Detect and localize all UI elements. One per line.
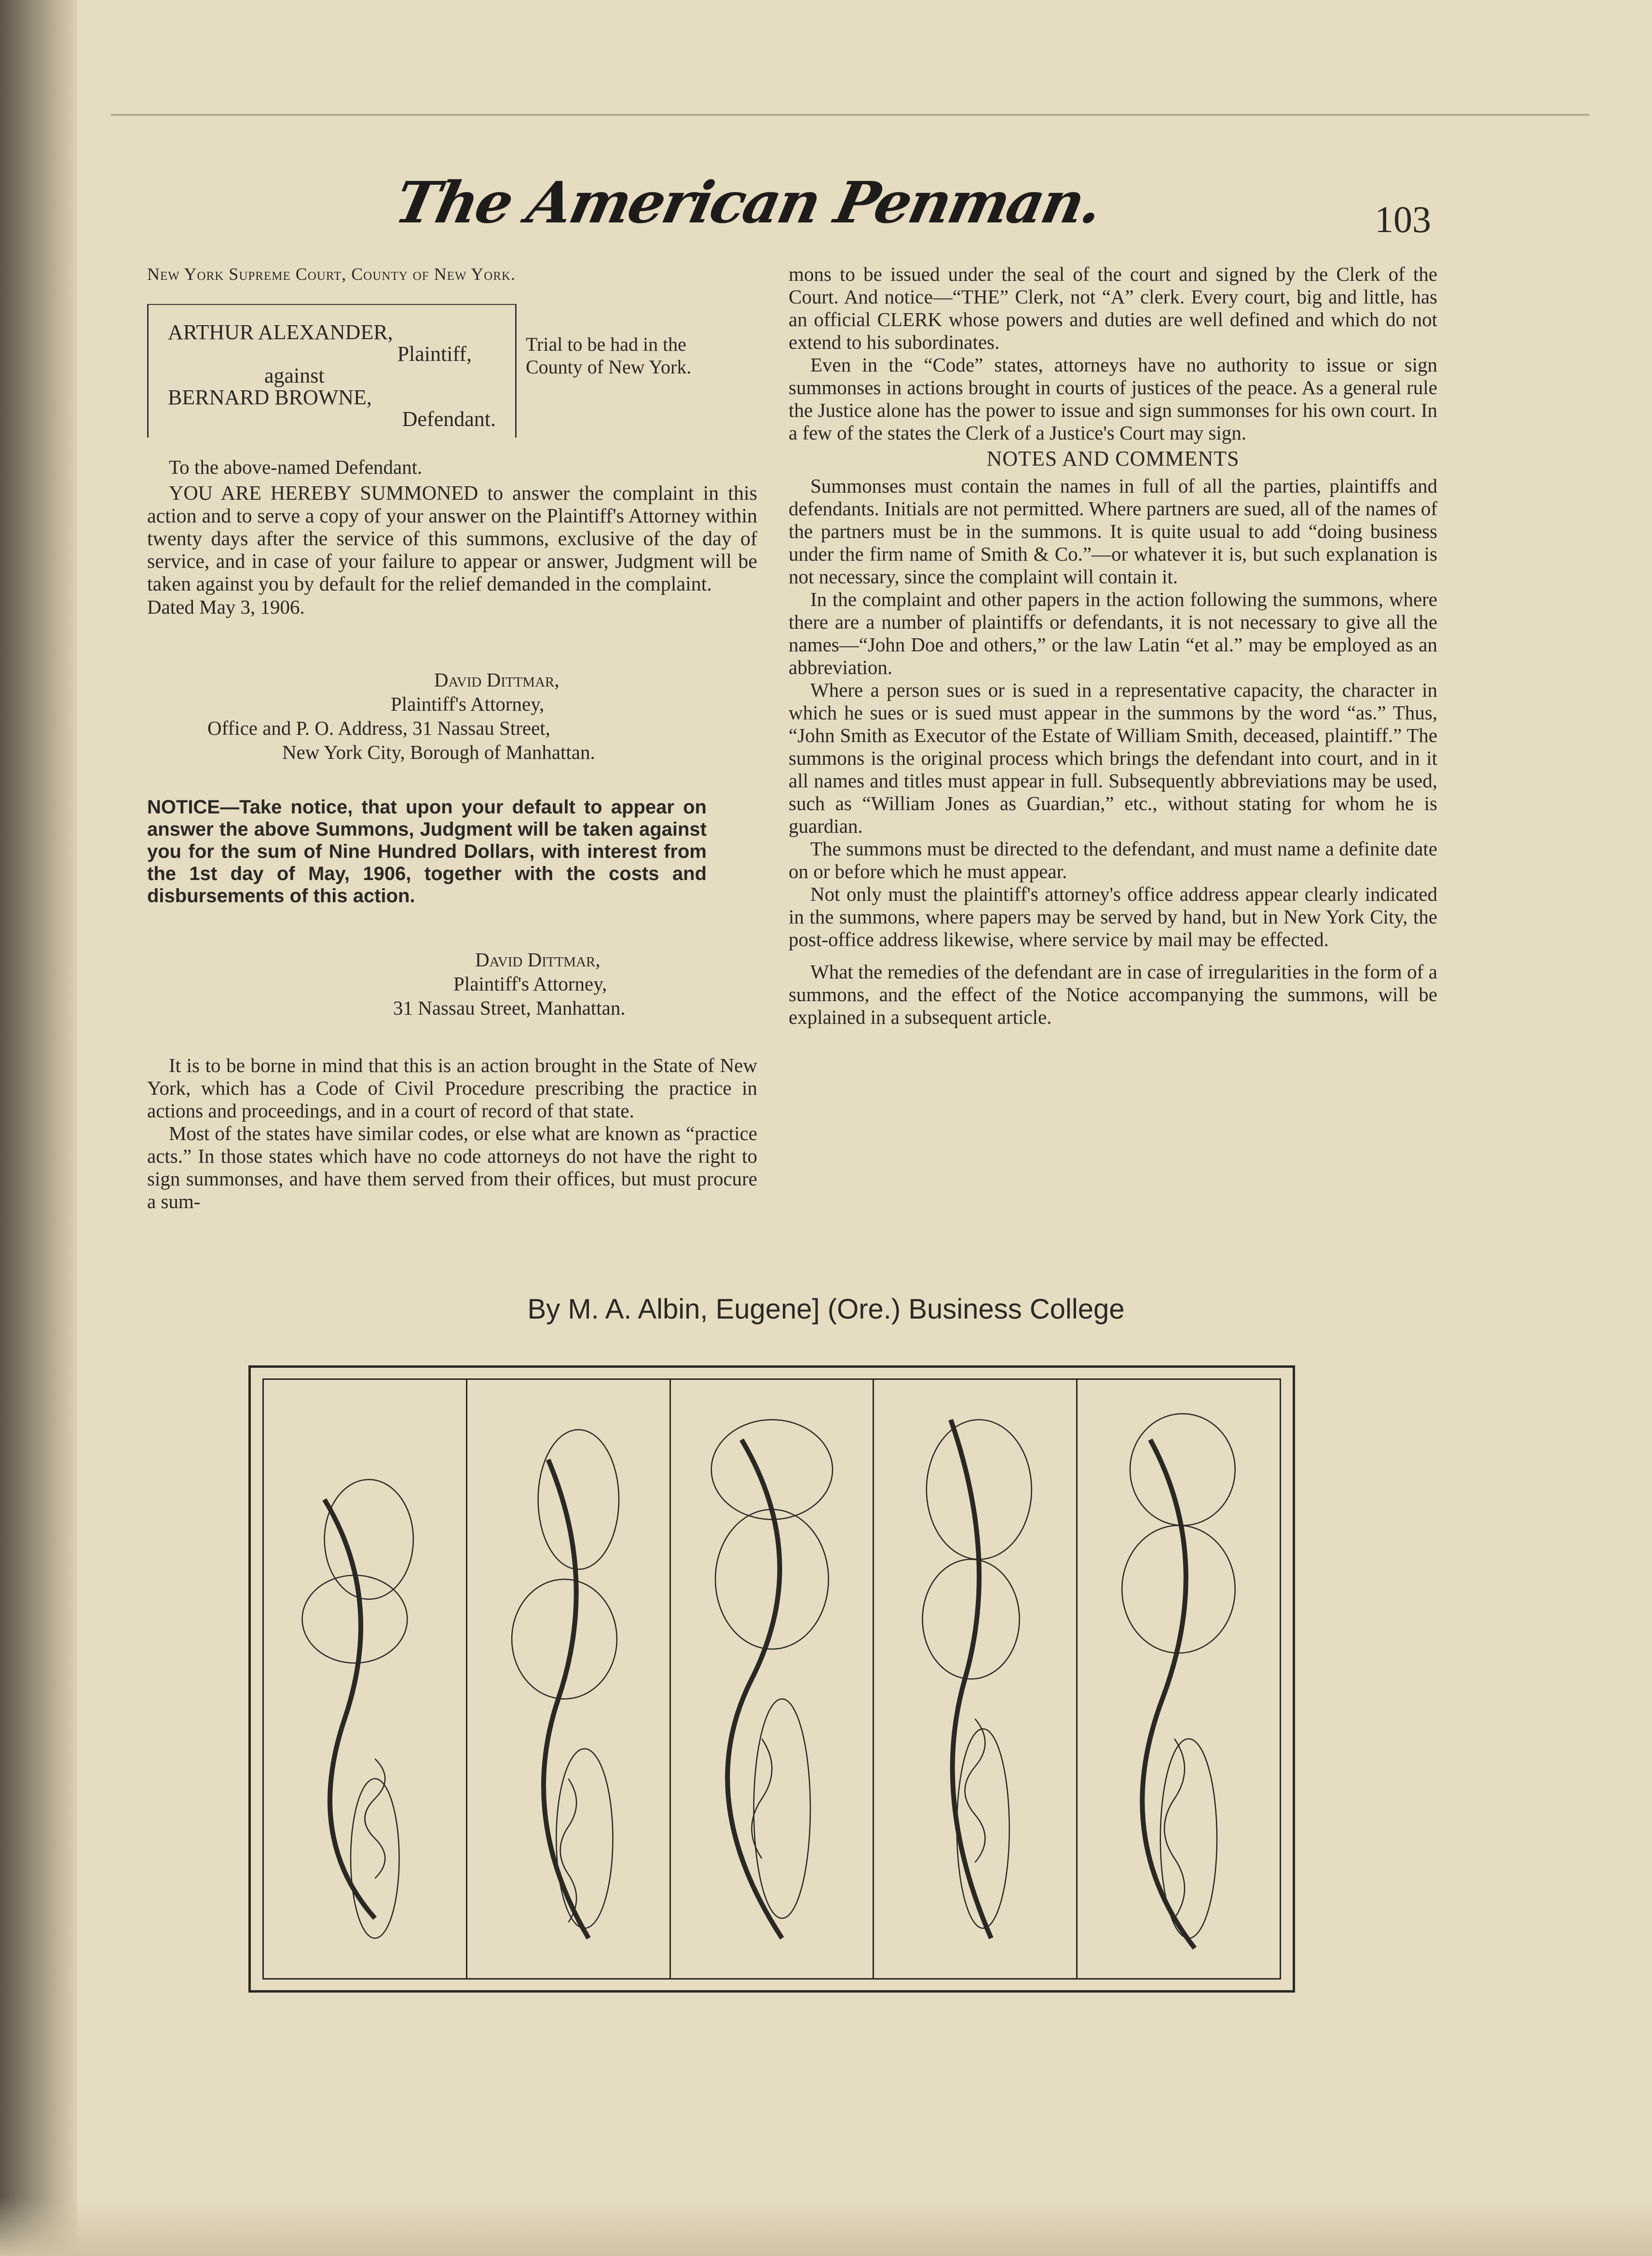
- ornamental-capital-panel: [467, 1380, 671, 1978]
- plate-byline: By M. A. Albin, Eugene] (Ore.) Business College: [527, 1293, 1125, 1325]
- office-address: Office and P. O. Address, 31 Nassau Street,: [207, 717, 550, 739]
- defendant-name: BERNARD BROWNE,: [168, 385, 372, 409]
- signer-title-2: Plaintiff's Attorney,: [453, 973, 607, 995]
- signer-title-1: Plaintiff's Attorney,: [391, 693, 545, 715]
- article-paragraph: Most of the states have similar codes, or else what are known as “practice acts.” In those states which have no code attorneys do not have the right to sign summonses, and have them served from their offices, but must procure a sum-: [147, 1122, 757, 1212]
- masthead-logo: [387, 169, 1156, 246]
- page-bottom-shade: [0, 2198, 1652, 2256]
- flourish-illustration: [874, 1380, 1076, 1978]
- court-line: New York Supreme Court, County of New York.: [147, 264, 516, 284]
- notes-heading: NOTES AND COMMENTS: [986, 447, 1240, 470]
- book-spine-shadow: [0, 0, 77, 2256]
- summons-body: [147, 456, 757, 619]
- addressee-line: To the above-named Defendant.: [169, 456, 423, 478]
- top-rule: [111, 114, 1589, 116]
- ornamental-capital-panel: [264, 1380, 467, 1978]
- plaintiff-role: Plaintiff,: [397, 342, 472, 366]
- default-notice: NOTICE—Take notice, that upon your default to appear on answer the above Summons, Judgment will be taken against you for the sum of Nine Hundred Dollars, with interest from the 1st day of May, 1906, together with the costs and disbursements of this action.: [147, 797, 707, 907]
- defendant-role: Defendant.: [402, 407, 496, 431]
- notes-paragraph: Not only must the plaintiff's attorney's office address appear clearly indicated in the summons, where papers may be served by hand, but in New York City, the post-office address likewise, where service by mail may be effected.: [789, 883, 1437, 950]
- against-label: against: [264, 364, 325, 387]
- notes-paragraph: Summonses must contain the names in full of all the parties, plaintiffs and defendants. Initials are not permitted. Where partners are sued, all of the names of the partners must be in the summons. It is quite usual to add “doing business under the firm name of Smith & Co.”—or whatever it is, but such explanation is not necessary, since the complaint will contain it.: [789, 475, 1437, 588]
- right-article-text: [789, 263, 1437, 1029]
- page-number: 103: [1375, 198, 1431, 240]
- summons-text: YOU ARE HEREBY SUMMONED to answer the complaint in this action and to serve a copy of your answer on the Plaintiff's Attorney within twenty days after the service of this summons, exclusive of the day of service, and in case of your failure to appear or answer, Judgment will be taken against you by default for the relief demanded in the complaint.: [147, 482, 757, 595]
- plate-inner-frame: [262, 1378, 1281, 1980]
- case-caption-box: [147, 304, 517, 438]
- penmanship-plate: [248, 1365, 1295, 1993]
- notes-paragraph: Where a person sues or is sued in a representative capacity, the character in which he sues or is sued must appear in the summons by the word “as.” Thus, “John Smith as Executor of the Estate of William Smith, deceased, plaintiff.” The summons is the original process which brings the defendant into court, and in it all names and titles must appear in full. Subsequently abbreviations may be used, such as “William Jones as Guardian,” etc., without stating for whom he is guardian.: [789, 679, 1437, 837]
- flourish-illustration: [264, 1380, 466, 1978]
- signer-address-2: 31 Nassau Street, Manhattan.: [393, 997, 626, 1019]
- notes-paragraph: What the remedies of the defendant are in case of irregularities in the form of a summons, and the effect of the Notice accompanying the summons, will be explained in a subsequent article.: [789, 961, 1437, 1028]
- ornamental-capital-panel: [874, 1380, 1078, 1978]
- flourish-illustration: [467, 1380, 669, 1978]
- ornamental-capital-panel: [1078, 1380, 1280, 1978]
- city-line: New York City, Borough of Manhattan.: [282, 741, 595, 763]
- dated-line: Dated May 3, 1906.: [147, 596, 305, 618]
- flourish-illustration: [1078, 1380, 1280, 1978]
- signer-name-1: David Dittmar,: [434, 669, 560, 691]
- ornamental-capital-panel: [671, 1380, 874, 1978]
- signer-name-2: David Dittmar,: [475, 949, 601, 971]
- article-paragraph: It is to be borne in mind that this is an action brought in the State of New York, which has a Code of Civil Procedure prescribing the practice in actions and proceedings, and in a court of record of that state.: [147, 1054, 757, 1122]
- left-article-text: [147, 1054, 757, 1213]
- plaintiff-name: ARTHUR ALEXANDER,: [168, 320, 393, 344]
- article-paragraph: mons to be issued under the seal of the court and signed by the Clerk of the Court. And notice—“THE” Clerk, not “A” clerk. Every court, big and little, has an official CLERK whose powers and duties are well defined and which do not extend to his subordinates.: [789, 263, 1437, 353]
- notes-paragraph: The summons must be directed to the defendant, and must name a definite date on or before which he must appear.: [789, 838, 1437, 882]
- notes-paragraph: In the complaint and other papers in the action following the summons, where there are a number of plaintiffs or defendants, it is not necessary to give all the names—“John Doe and others,” or the law Latin “et al.” may be employed as an abbreviation.: [789, 588, 1437, 678]
- article-paragraph: Even in the “Code” states, attorneys have no authority to issue or sign summonses in actions brought in courts of justices of the peace. As a general rule the Justice alone has the power to issue and sign summonses for his own court. In a few of the states the Clerk of a Justice's Court may sign.: [789, 354, 1437, 444]
- masthead-lettering: The American Penman.: [389, 169, 1107, 236]
- trial-venue-note: Trial to be had in the County of New York.: [526, 333, 692, 378]
- flourish-illustration: [671, 1380, 873, 1978]
